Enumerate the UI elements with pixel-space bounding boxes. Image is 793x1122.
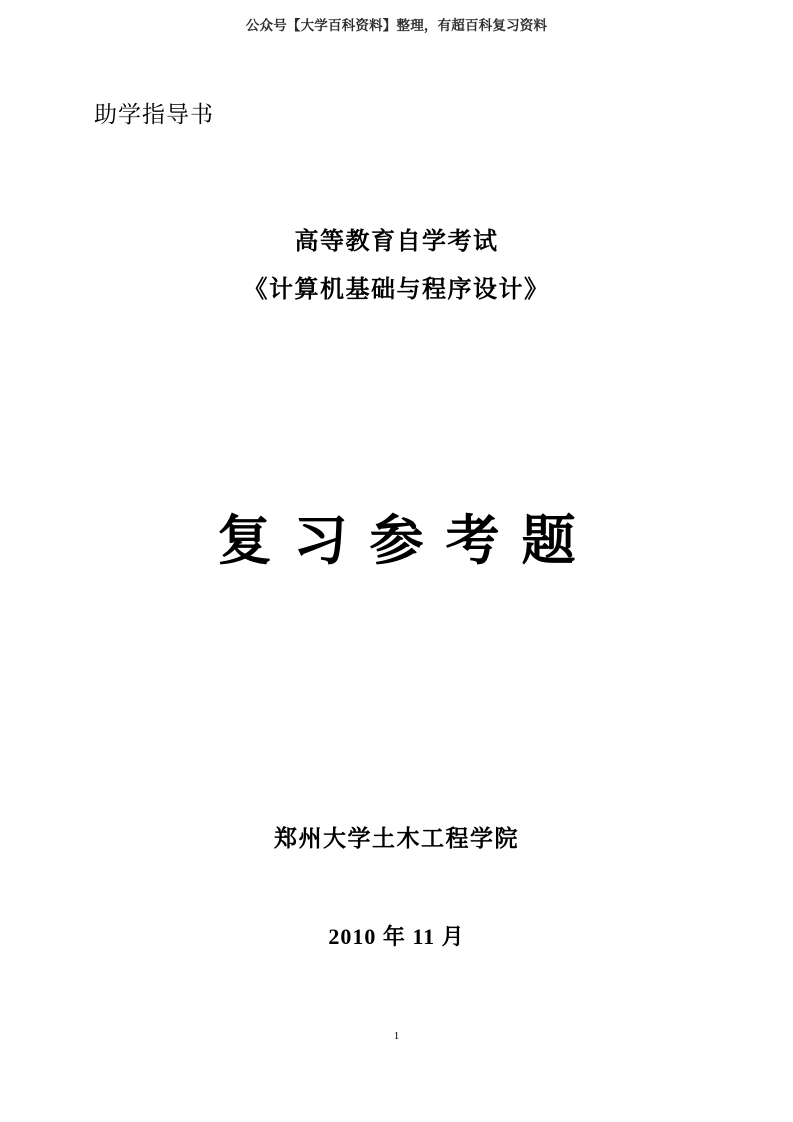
organization-name: 郑州大学土木工程学院 — [274, 826, 519, 851]
document-date: 2010 年 11 月 — [328, 924, 465, 949]
main-heading: 复习参考题 — [217, 511, 598, 571]
title-line-exam: 高等教育自学考试 — [294, 229, 499, 255]
title-block — [0, 218, 793, 314]
document-kind-label: 助学指导书 — [94, 101, 214, 127]
title-line-course: 《计算机基础与程序设计》 — [243, 277, 550, 303]
page-number: 1 — [393, 1030, 400, 1042]
watermark-text: 公众号【大学百科资料】整理，有超百科复习资料 — [245, 18, 548, 33]
